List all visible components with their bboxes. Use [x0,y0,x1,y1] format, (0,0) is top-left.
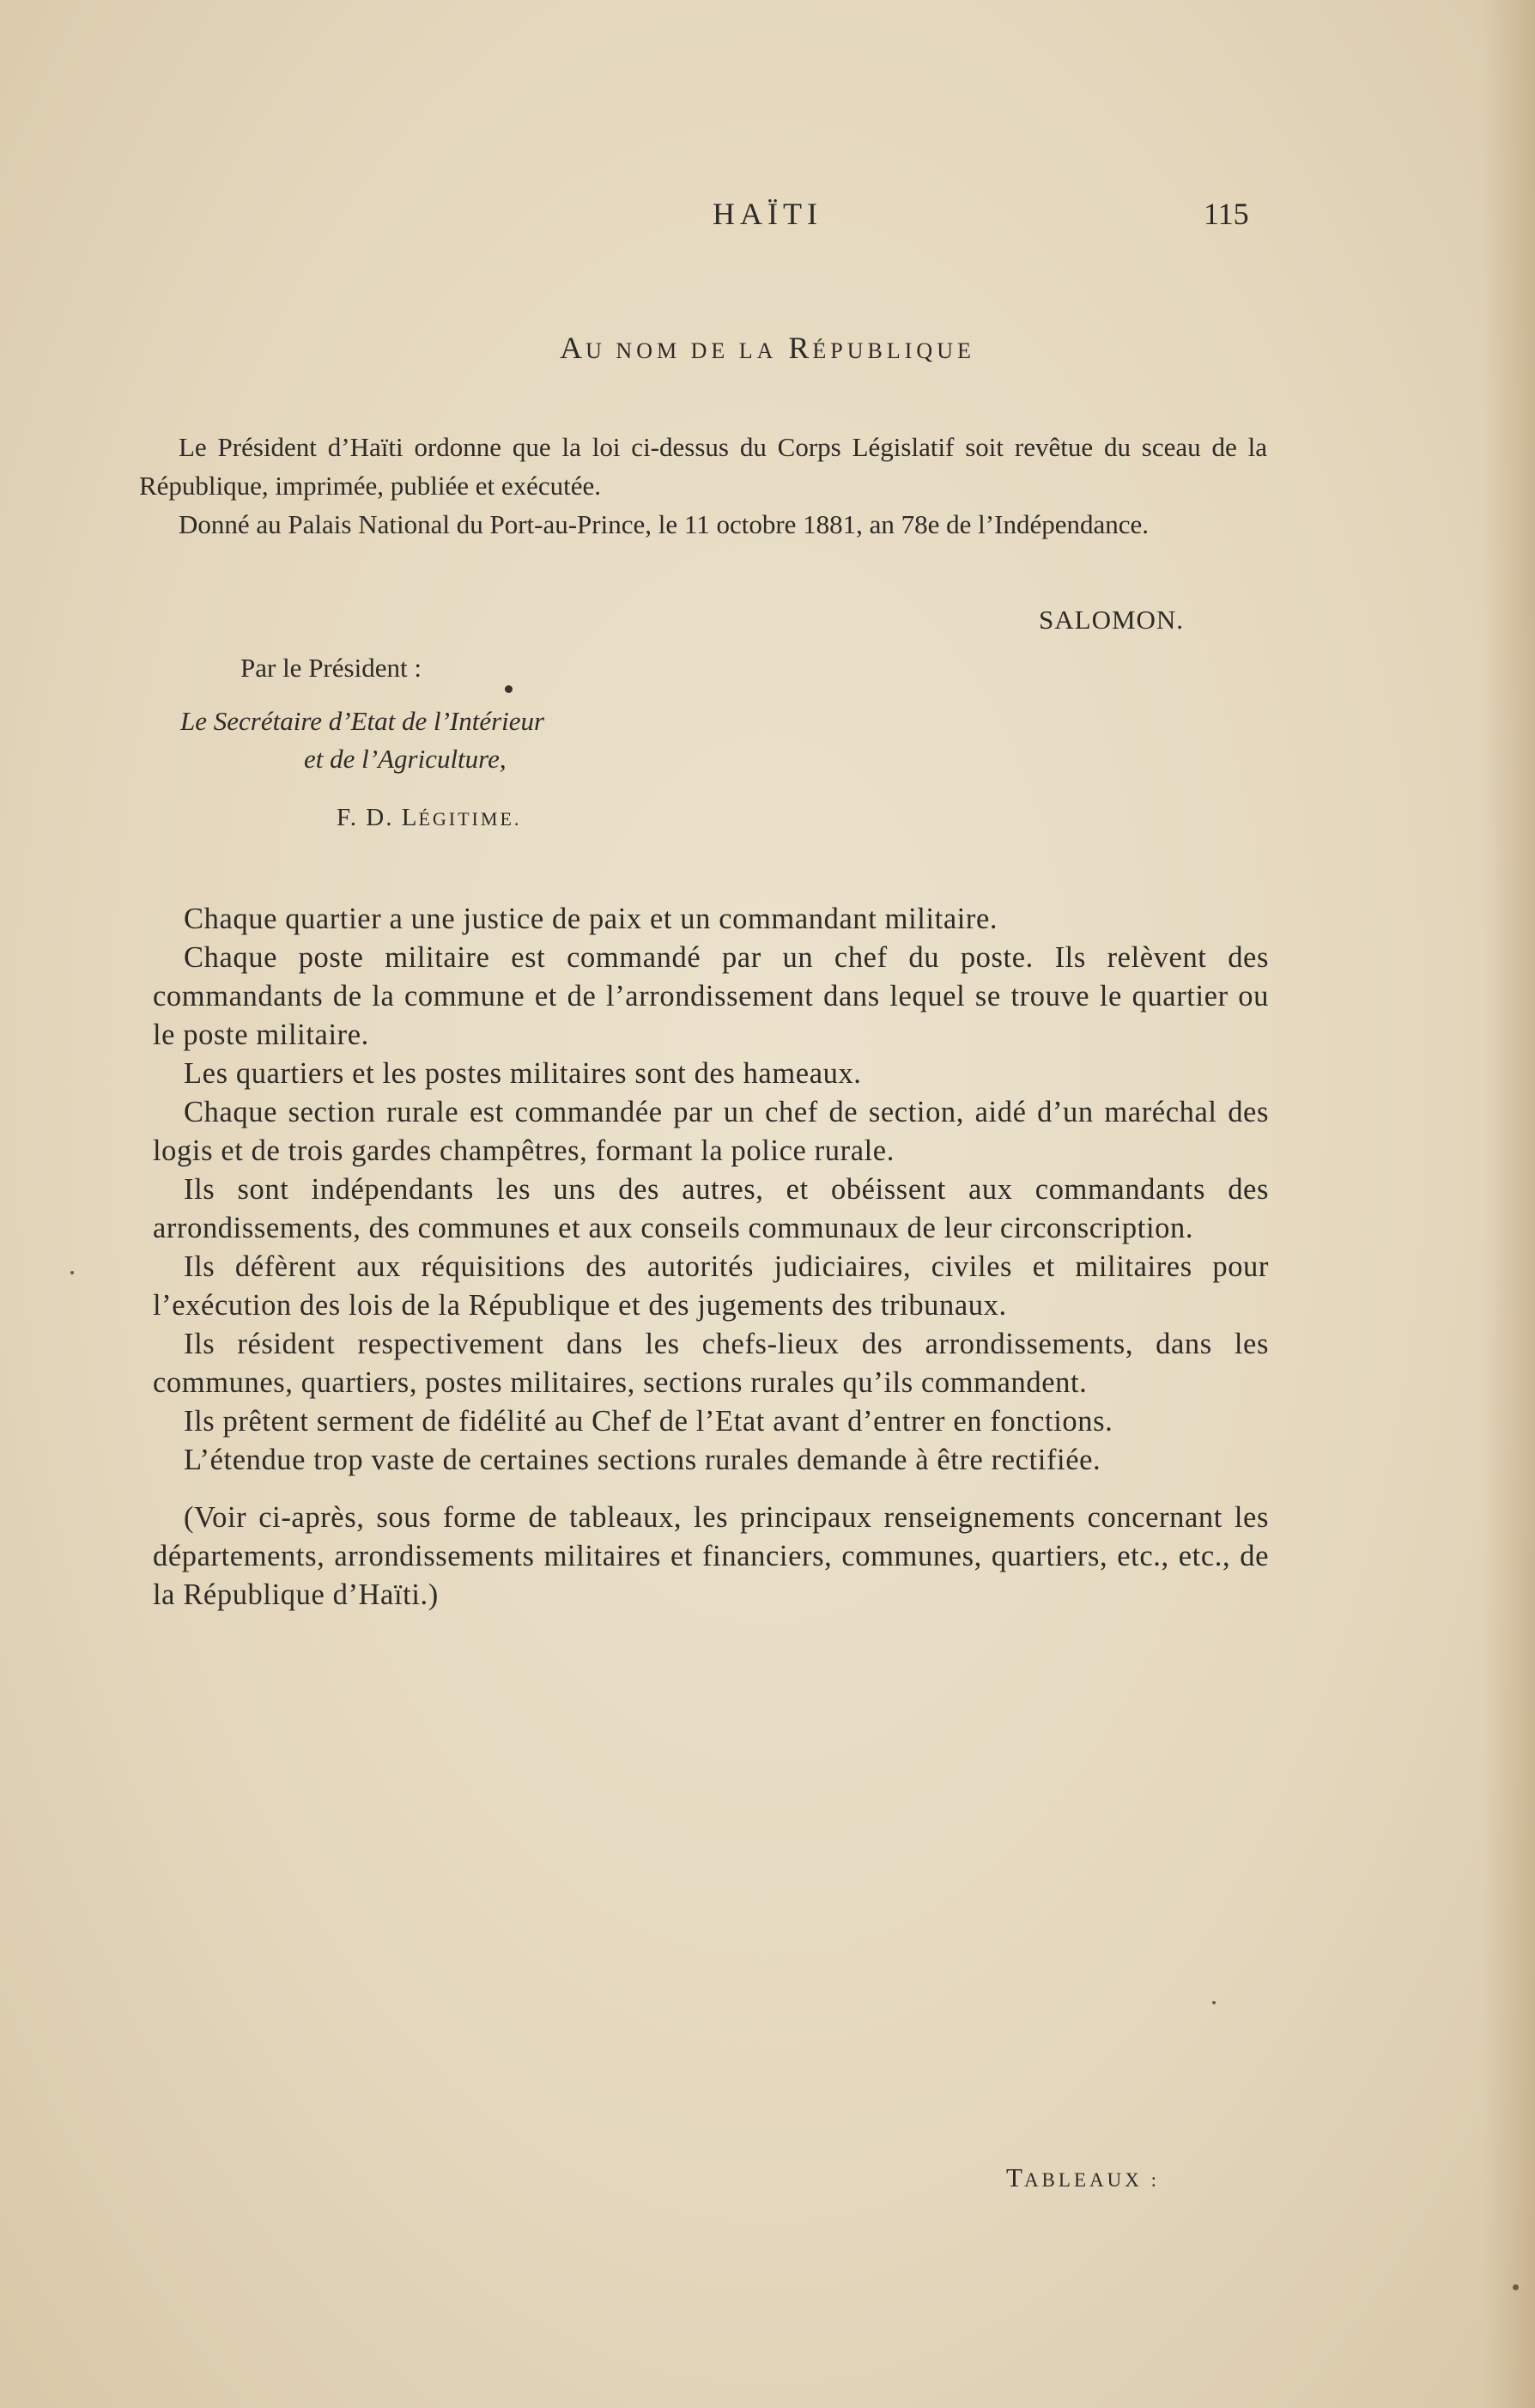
minister-signature [337,804,521,832]
body-paragraph: Les quartiers et les postes militaires sont des hameaux. [184,1057,862,1090]
catchword [1006,2162,1160,2193]
ink-dot [505,685,513,693]
body-paragraph: Chaque quartier a une justice de paix et un commandant militaire. [184,903,998,935]
decree-paragraph: Le Président d’Haïti ordonne que la loi ci-dessus du Corps Législatif soit revêtue du sceau de la République, imprimée, publiée et exécutée. [139,432,1267,501]
paper-speck [1212,2001,1216,2004]
heading-rest-1: U NOM DE LA [585,338,778,363]
secretaire-title-line2: et de l’Agriculture, [304,744,507,774]
body-paragraph: Ils sont indépendants les uns des autres, et obéissent aux commandants des arrondissements, des communes et aux conseils communaux de leur circonscription. [153,1173,1269,1244]
page-number: 115 [1204,197,1249,231]
minister-name-rest: ÉGITIME. [418,808,522,830]
minister-initials: F. D. L [337,804,419,831]
heading-initial-r: R [788,331,813,365]
body-paragraph: L’étendue trop vaste de certaines sections rurales demande à être rectifiée. [184,1444,1101,1476]
running-title: HAÏTI [713,197,822,231]
body-paragraph: Ils défèrent aux réquisitions des autorités judiciaires, civiles et militaires pour l’exécution des lois de la République et des jugements des tribunaux. [153,1250,1269,1322]
decree-paragraph: Donné au Palais National du Port-au-Prince, le 11 octobre 1881, an 78e de l’Indépendance. [179,509,1149,539]
par-le-president: Par le Président : [240,653,422,683]
decree-text [139,428,1267,544]
president-signature: SALOMON. [1039,605,1185,635]
secretaire-title-line1: Le Secrétaire d’Etat de l’Intérieur [180,706,545,736]
body-paragraph: Chaque section rurale est commandée par un chef de section, aidé d’un maréchal des logis et de trois gardes champêtres, formant la police rurale. [153,1096,1269,1167]
catchword-initial: T [1006,2162,1024,2192]
section-heading [0,330,1535,366]
heading-initial-a: A [560,331,586,365]
paper-speck [1513,2284,1519,2290]
paper-speck [70,1271,74,1274]
heading-rest-2: ÉPUBLIQUE [812,338,975,363]
body-paragraph: Chaque poste militaire est commandé par un chef du poste. Ils relèvent des commandants de la commune et de l’arrondissement dans lequel se trouve le quartier ou le poste militaire. [153,941,1269,1051]
catchword-rest: ABLEAUX : [1023,2169,1160,2191]
body-text [153,900,1269,1614]
body-note: (Voir ci-après, sous forme de tableaux, les principaux renseignements concernant les départements, arrondissements militaires et financiers, communes, quartiers, etc., etc., de la République d’Haïti.) [153,1501,1269,1611]
body-paragraph: Ils résident respectivement dans les chefs-lieux des arrondissements, dans les communes, quartiers, postes militaires, sections rurales qu’ils commandent. [153,1328,1269,1399]
body-paragraph: Ils prêtent serment de fidélité au Chef de l’Etat avant d’entrer en fonctions. [184,1405,1113,1438]
